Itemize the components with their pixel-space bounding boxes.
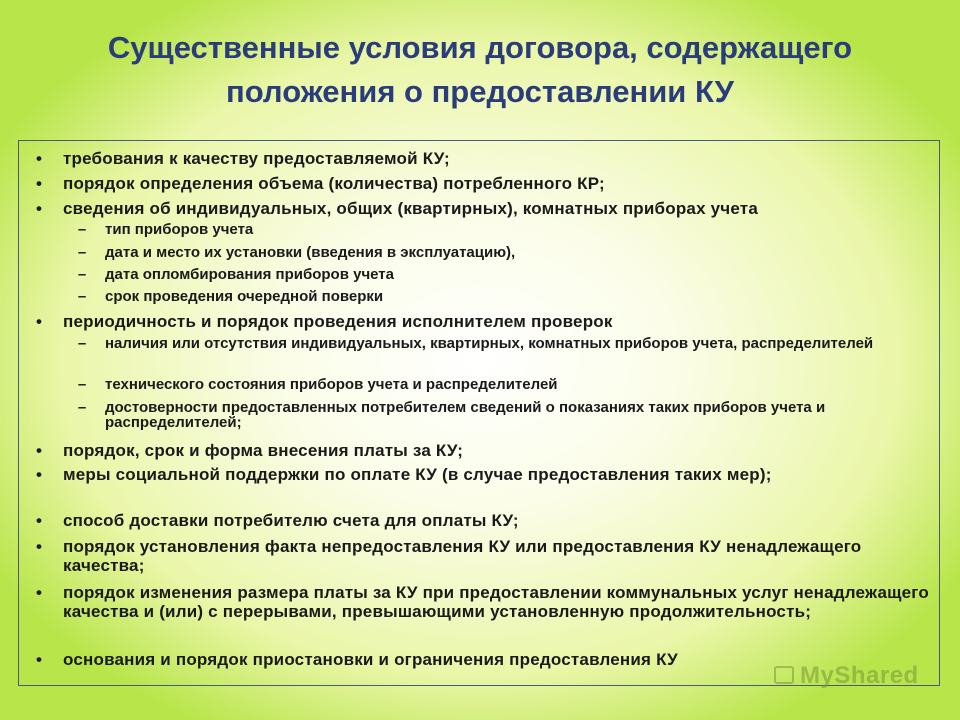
bullet-icon: • <box>36 149 42 168</box>
list-item-text: периодичность и порядок проведения исполнителем проверок <box>63 312 613 331</box>
dash-icon: – <box>77 376 87 393</box>
dash-icon: – <box>77 244 87 261</box>
sub-list-item-text: дата опломбирования приборов учета <box>105 266 394 283</box>
list-item-text: порядок определения объема (количества) потребленного КР; <box>63 174 605 193</box>
sub-list-item-text: срок проведения очередной поверки <box>105 288 384 305</box>
dash-icon: – <box>77 399 87 416</box>
slide-title-line-2: положения о предоставлении КУ <box>226 74 734 109</box>
list-item-text: сведения об индивидуальных, общих (квартирных), комнатных приборах учета <box>63 199 758 218</box>
bullet-icon: • <box>36 465 42 484</box>
list-item-text: способ доставки потребителю счета для оплаты КУ; <box>63 511 519 530</box>
list-item-text: порядок, срок и форма внесения платы за КУ; <box>63 441 464 460</box>
slide-title-line-1: Существенные условия договора, содержащего <box>107 30 853 65</box>
list-item-text: основания и порядок приостановки и ограничения предоставления КУ <box>63 650 678 669</box>
watermark <box>774 662 924 690</box>
dash-icon: – <box>77 335 87 352</box>
list-item-text: порядок изменения размера платы за КУ при предоставлении коммунальных услуг ненадлежащего качества и (или) с перерывами, превышающими установленную продолжительность; <box>63 583 929 621</box>
dash-icon: – <box>77 221 87 238</box>
bullet-icon: • <box>36 312 42 331</box>
sub-list-item-text: достоверности предоставленных потребителем сведений о показаниях таких приборов учета и распределителей; <box>105 399 826 431</box>
bullet-icon: • <box>36 537 42 556</box>
bullet-icon: • <box>36 174 42 193</box>
dash-icon: – <box>77 288 87 305</box>
sub-list-item-text: технического состояния приборов учета и распределителей <box>105 376 558 393</box>
bullet-icon: • <box>36 441 42 460</box>
slide-title <box>0 26 960 114</box>
sub-list-item-text: тип приборов учета <box>105 221 254 238</box>
dash-icon: – <box>77 266 87 283</box>
sub-list-item-text: дата и место их установки (введения в эксплуатацию), <box>105 244 516 261</box>
sub-list-item-text: наличия или отсутствия индивидуальных, квартирных, комнатных приборов учета, распределителей <box>105 335 874 352</box>
list-item-text: порядок установления факта непредоставления КУ или предоставления КУ ненадлежащего качества; <box>63 537 862 575</box>
list-item-text: меры социальной поддержки по оплате КУ (в случае предоставления таких мер); <box>63 465 772 484</box>
bullet-icon: • <box>36 583 42 602</box>
bullet-icon: • <box>36 199 42 218</box>
bullet-icon: • <box>36 511 42 530</box>
list-item-text: требования к качеству предоставляемой КУ; <box>63 149 450 168</box>
watermark-text: MyShared <box>800 662 919 689</box>
presentation-icon <box>774 666 794 684</box>
bullet-icon: • <box>36 650 42 669</box>
content-box <box>18 140 940 686</box>
